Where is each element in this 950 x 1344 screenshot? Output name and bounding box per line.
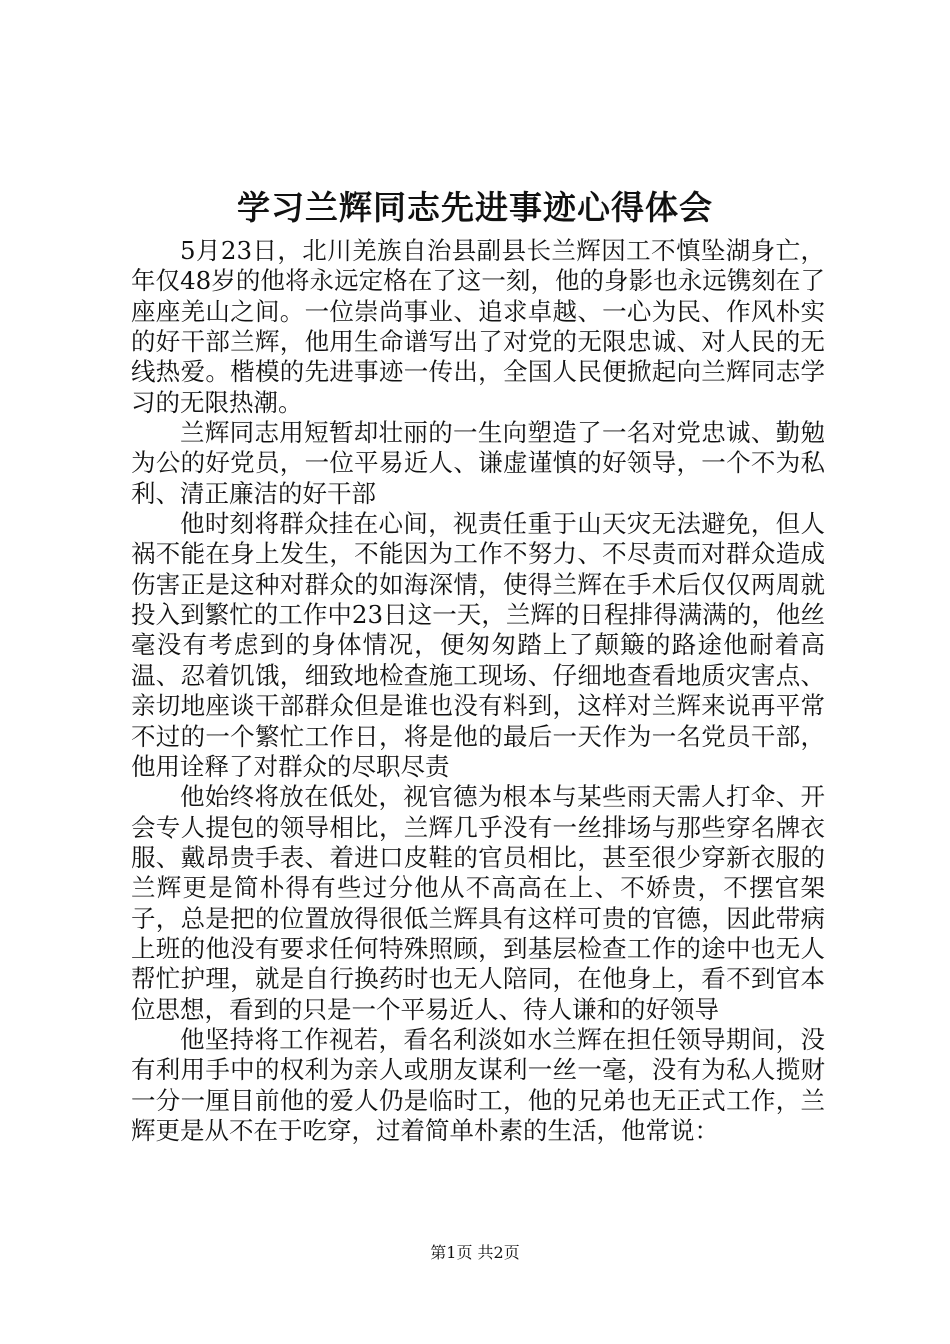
paragraph-2: 兰辉同志用短暂却壮丽的一生向塑造了一名对党忠诚、勤勉为公的好党员，一位平易近人、谦虚谨慎的好领导，一个不为私利、清正廉洁的好干部 xyxy=(131,418,825,508)
paragraph-5: 他坚持将工作视若，看名利淡如水兰辉在担任领导期间，没有利用手中的权利为亲人或朋友谋利一丝一毫，没有为私人揽财一分一厘目前他的爱人仍是临时工，他的兄弟也无正式工作，兰辉更是从不在于吃穿，过着简单朴素的生活，他常说： xyxy=(131,1024,825,1145)
page-title: 学习兰辉同志先进事迹心得体会 xyxy=(237,188,713,227)
document-body xyxy=(131,236,825,1146)
paragraph-1: 5月23日，北川羌族自治县副县长兰辉因工不慎坠湖身亡，年仅48岁的他将永远定格在了这一刻，他的身影也永远镌刻在了座座羌山之间。一位崇尚事业、追求卓越、一心为民、作风朴实的好干部兰辉，他用生命谱写出了对党的无限忠诚、对人民的无线热爱。楷模的先进事迹一传出，全国人民便掀起向兰辉同志学习的无限热潮。 xyxy=(131,236,825,417)
page-footer: 第1页 共2页 xyxy=(430,1243,520,1262)
paragraph-4: 他始终将放在低处，视官德为根本与某些雨天需人打伞、开会专人提包的领导相比，兰辉几乎没有一丝排场与那些穿名牌衣服、戴昂贵手表、着进口皮鞋的官员相比，甚至很少穿新衣服的兰辉更是简朴得有些过分他从不高高在上、不娇贵，不摆官架子，总是把的位置放得很低兰辉具有这样可贵的官德，因此带病上班的他没有要求任何特殊照顾，到基层检查工作的途中也无人帮忙护理，就是自行换药时也无人陪同，在他身上，看不到官本位思想，看到的只是一个平易近人、待人谦和的好领导 xyxy=(131,782,825,1024)
paragraph-3: 他时刻将群众挂在心间，视责任重于山天灾无法避免，但人祸不能在身上发生，不能因为工作不努力、不尽责而对群众造成伤害正是这种对群众的如海深情，使得兰辉在手术后仅仅两周就投入到繁忙的工作中23日这一天，兰辉的日程排得满满的，他丝毫没有考虑到的身体情况，便匆匆踏上了颠簸的路途他耐着高温、忍着饥饿，细致地检查施工现场、仔细地查看地质灾害点、亲切地座谈干部群众但是谁也没有料到，这样对兰辉来说再平常不过的一个繁忙工作日，将是他的最后一天作为一名党员干部，他用诠释了对群众的尽职尽责 xyxy=(131,509,825,781)
